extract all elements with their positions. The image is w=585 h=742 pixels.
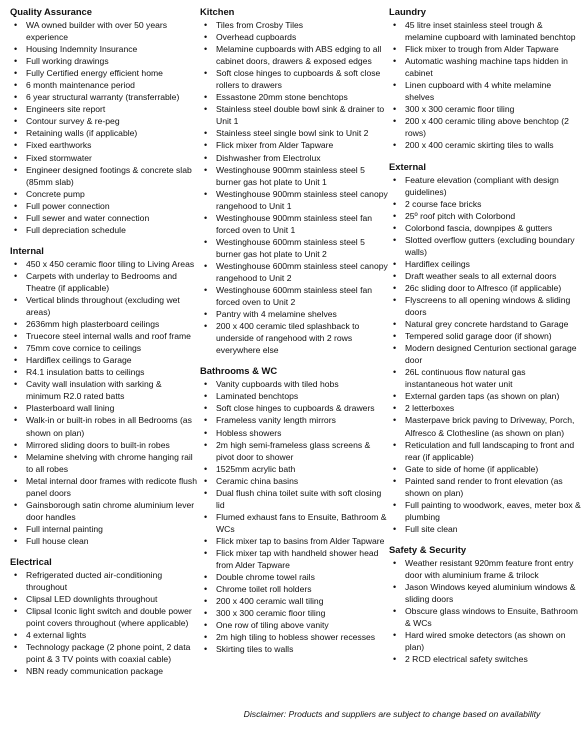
inclusion-item: • 25º roof pitch with Colorbond [389, 210, 581, 222]
inclusion-item: • Fixed stormwater [10, 152, 198, 164]
inclusion-item: • Obscure glass windows to Ensuite, Bathroom & WCs [389, 605, 581, 629]
section-heading: Quality Assurance [10, 6, 92, 17]
inclusion-item: • R4.1 insulation batts to ceilings [10, 366, 198, 378]
inclusion-item: • Essastone 20mm stone benchtops [200, 91, 388, 103]
inclusion-item: • 45 litre inset stainless steel trough & melamine cupboard with laminated benchtop [389, 19, 581, 43]
inclusion-item: • Dual flush china toilet suite with soft closing lid [200, 487, 388, 511]
inclusion-item: • Westinghouse 600mm stainless steel 5 burner gas hot plate to Unit 2 [200, 236, 388, 260]
inclusion-item: • 1525mm acrylic bath [200, 463, 388, 475]
inclusion-item: • Chrome toilet roll holders [200, 583, 388, 595]
inclusion-list [389, 557, 581, 665]
inclusion-item: • Westinghouse 900mm stainless steel 5 burner gas hot plate to Unit 1 [200, 164, 388, 188]
inclusion-item: • 300 x 300 ceramic floor tiling [200, 607, 388, 619]
inclusion-item: • 26c sliding door to Alfresco (if applicable) [389, 282, 581, 294]
section-safety-and-security [389, 544, 581, 665]
inclusion-item: • Truecore steel internal walls and roof frame [10, 330, 198, 342]
section-laundry [389, 6, 581, 152]
inclusion-item: • Soft close hinges to cupboards & drawers [200, 402, 388, 414]
inclusion-item: • Gate to side of home (if applicable) [389, 463, 581, 475]
inclusion-item: • Draft weather seals to all external doors [389, 270, 581, 282]
inclusion-item: • 2 letterboxes [389, 402, 581, 414]
inclusion-item: • 4 external lights [10, 629, 198, 641]
section-heading: External [389, 160, 426, 172]
section-internal [10, 245, 198, 547]
section-heading: Safety & Security [389, 543, 467, 555]
inclusion-item: • Clipsal LED downlights throughout [10, 593, 198, 605]
inclusion-item: • WA owned builder with over 50 years experience [10, 19, 198, 43]
inclusion-list [10, 258, 198, 547]
inclusion-list [389, 19, 581, 152]
inclusion-item: • Full internal painting [10, 523, 198, 535]
disclaimer-text: Disclaimer: Products and suppliers are subject to change based on availability [243, 709, 541, 719]
inclusion-item: • Tempered solid garage door (if shown) [389, 330, 581, 342]
inclusion-item: • Cavity wall insulation with sarking & minimum R2.0 rated batts [10, 378, 198, 402]
inclusion-item: • Contour survey & re-peg [10, 115, 198, 127]
inclusion-item: • Dishwasher from Electrolux [200, 152, 388, 164]
inclusion-item: • Linen cupboard with 4 white melamine shelves [389, 79, 581, 103]
inclusion-item: • Stainless steel double bowl sink & drainer to Unit 1 [200, 103, 388, 127]
inclusion-item: • Skirting tiles to walls [200, 643, 388, 655]
inclusion-item: • Hard wired smoke detectors (as shown on plan) [389, 629, 581, 653]
column-right [389, 6, 581, 674]
inclusion-item: • Carpets with underlay to Bedrooms and Theatre (if applicable) [10, 270, 198, 294]
inclusion-item: • Soft close hinges to cupboards & soft close rollers to drawers [200, 67, 388, 91]
section-heading: Laundry [389, 6, 426, 17]
inclusion-item: • 2m high tiling to hobless shower recesses [200, 631, 388, 643]
inclusion-item: • Full working drawings [10, 55, 198, 67]
inclusion-item: • Westinghouse 600mm stainless steel fan forced oven to Unit 2 [200, 284, 388, 308]
inclusion-item: • Colorbond fascia, downpipes & gutters [389, 222, 581, 234]
inclusion-item: • One row of tiling above vanity [200, 619, 388, 631]
inclusion-item: • Clipsal Iconic light switch and double power point covers throughout (where applicable) [10, 605, 198, 629]
inclusion-item: • Hobless showers [200, 427, 388, 439]
section-bathrooms-and-wc [200, 365, 388, 655]
inclusion-item: • 200 x 400 ceramic wall tiling [200, 595, 388, 607]
inclusion-item: • Housing Indemnity Insurance [10, 43, 198, 55]
inclusion-list [10, 569, 198, 677]
inclusion-item: • Flick mixer tap with handheld shower head from Alder Tapware [200, 547, 388, 571]
inclusion-item: • 200 x 400 ceramic tiling above benchtop (2 rows) [389, 115, 581, 139]
inclusion-item: • 200 x 400 ceramic tiled splashback to underside of rangehood with 2 rows everywhere else [200, 320, 388, 356]
inclusion-item: • 200 x 400 ceramic skirting tiles to walls [389, 139, 581, 151]
inclusion-item: • Flyscreens to all opening windows & sliding doors [389, 294, 581, 318]
inclusion-item: • Concrete pump [10, 188, 198, 200]
inclusion-item: • 2636mm high plasterboard ceilings [10, 318, 198, 330]
column-left [10, 6, 198, 686]
inclusion-item: • Westinghouse 600mm stainless steel canopy rangehood to Unit 2 [200, 260, 388, 284]
inclusion-item: • Westinghouse 900mm stainless steel canopy rangehood to Unit 1 [200, 188, 388, 212]
inclusion-item: • Melamine shelving with chrome hanging rail to all robes [10, 451, 198, 475]
inclusion-item: • Double chrome towel rails [200, 571, 388, 583]
inclusion-item: • Hardiflex ceilings [389, 258, 581, 270]
inclusion-item: • Engineer designed footings & concrete slab (85mm slab) [10, 164, 198, 188]
inclusion-item: • Technology package (2 phone point, 2 data point & 3 TV points with coaxial cable) [10, 641, 198, 665]
column-middle [200, 6, 388, 664]
inclusion-item: • 300 x 300 ceramic floor tiling [389, 103, 581, 115]
inclusion-item: • 75mm cove cornice to ceilings [10, 342, 198, 354]
inclusion-item: • Flick mixer tap to basins from Alder Tapware [200, 535, 388, 547]
inclusion-item: • Masterpave brick paving to Driveway, Porch, Alfresco & Clothesline (as shown on plan) [389, 414, 581, 438]
inclusion-item: • Laminated benchtops [200, 390, 388, 402]
inclusion-item: • Full sewer and water connection [10, 212, 198, 224]
inclusion-item: • Full power connection [10, 200, 198, 212]
inclusion-item: • Automatic washing machine taps hidden in cabinet [389, 55, 581, 79]
inclusion-item: • Overhead cupboards [200, 31, 388, 43]
inclusion-item: • Natural grey concrete hardstand to Garage [389, 318, 581, 330]
inclusion-item: • Ceramic china basins [200, 475, 388, 487]
inclusion-item: • Mirrored sliding doors to built-in robes [10, 439, 198, 451]
inclusion-item: • 6 month maintenance period [10, 79, 198, 91]
inclusion-item: • Fully Certified energy efficient home [10, 67, 198, 79]
inclusion-item: • Vanity cupboards with tiled hobs [200, 378, 388, 390]
inclusion-item: • Flick mixer from Alder Tapware [200, 139, 388, 151]
inclusion-item: • Painted sand render to front elevation (as shown on plan) [389, 475, 581, 499]
inclusion-item: • Gainsborough satin chrome aluminium lever door handles [10, 499, 198, 523]
inclusion-list [200, 378, 388, 655]
inclusion-item: • Frameless vanity length mirrors [200, 414, 388, 426]
inclusion-item: • Retaining walls (if applicable) [10, 127, 198, 139]
inclusion-item: • Fixed earthworks [10, 139, 198, 151]
inclusion-item: • 26L continuous flow natural gas instantaneous hot water unit [389, 366, 581, 390]
inclusion-item: • 6 year structural warranty (transferrable) [10, 91, 198, 103]
inclusion-item: • Engineers site report [10, 103, 198, 115]
inclusion-item: • Metal internal door frames with redicote flush panel doors [10, 475, 198, 499]
inclusion-item: • Pantry with 4 melamine shelves [200, 308, 388, 320]
inclusion-item: • Melamine cupboards with ABS edging to all cabinet doors, drawers & exposed edges [200, 43, 388, 67]
inclusion-item: • 2 course face bricks [389, 198, 581, 210]
inclusion-item: • Refrigerated ducted air-conditioning throughout [10, 569, 198, 593]
inclusion-item: • Tiles from Crosby Tiles [200, 19, 388, 31]
section-external [389, 161, 581, 535]
section-kitchen [200, 6, 388, 356]
inclusion-item: • Weather resistant 920mm feature front entry door with aluminium frame & trilock [389, 557, 581, 581]
inclusion-item: • Full painting to woodwork, eaves, meter box & plumbing [389, 499, 581, 523]
inclusion-item: • Reticulation and full landscaping to front and rear (if applicable) [389, 439, 581, 463]
inclusion-item: • Plasterboard wall lining [10, 402, 198, 414]
inclusion-item: • 450 x 450 ceramic floor tiling to Living Areas [10, 258, 198, 270]
inclusion-item: • 2 RCD electrical safety switches [389, 653, 581, 665]
inclusion-item: • NBN ready communication package [10, 665, 198, 677]
section-heading: Electrical [10, 555, 52, 567]
inclusion-item: • External garden taps (as shown on plan) [389, 390, 581, 402]
inclusion-list [389, 174, 581, 535]
inclusion-item: • Flick mixer to trough from Alder Tapware [389, 43, 581, 55]
section-heading: Kitchen [200, 6, 235, 17]
inclusion-item: • Full house clean [10, 535, 198, 547]
inclusion-item: • Full depreciation schedule [10, 224, 198, 236]
section-electrical [10, 556, 198, 677]
inclusion-item: • Slotted overflow gutters (excluding boundary walls) [389, 234, 581, 258]
inclusion-item: • Flumed exhaust fans to Ensuite, Bathroom & WCs [200, 511, 388, 535]
inclusion-item: • Feature elevation (compliant with design guidelines) [389, 174, 581, 198]
inclusion-item: • Walk-in or built-in robes in all Bedrooms (as shown on plan) [10, 414, 198, 438]
section-quality-assurance [10, 6, 198, 236]
inclusion-list [10, 19, 198, 236]
inclusion-item: • Hardiflex ceilings to Garage [10, 354, 198, 366]
section-heading: Internal [10, 244, 44, 256]
inclusion-item: • Full site clean [389, 523, 581, 535]
section-heading: Bathrooms & WC [200, 365, 278, 377]
inclusion-item: • Westinghouse 900mm stainless steel fan forced oven to Unit 1 [200, 212, 388, 236]
inclusion-item: • Modern designed Centurion sectional garage door [389, 342, 581, 366]
inclusion-item: • Vertical blinds throughout (excluding wet areas) [10, 294, 198, 318]
inclusion-item: • Stainless steel single bowl sink to Unit 2 [200, 127, 388, 139]
inclusion-item: • 2m high semi-frameless glass screens & pivot door to shower [200, 439, 388, 463]
inclusion-list [200, 19, 388, 356]
inclusion-item: • Jason Windows keyed aluminium windows & sliding doors [389, 581, 581, 605]
